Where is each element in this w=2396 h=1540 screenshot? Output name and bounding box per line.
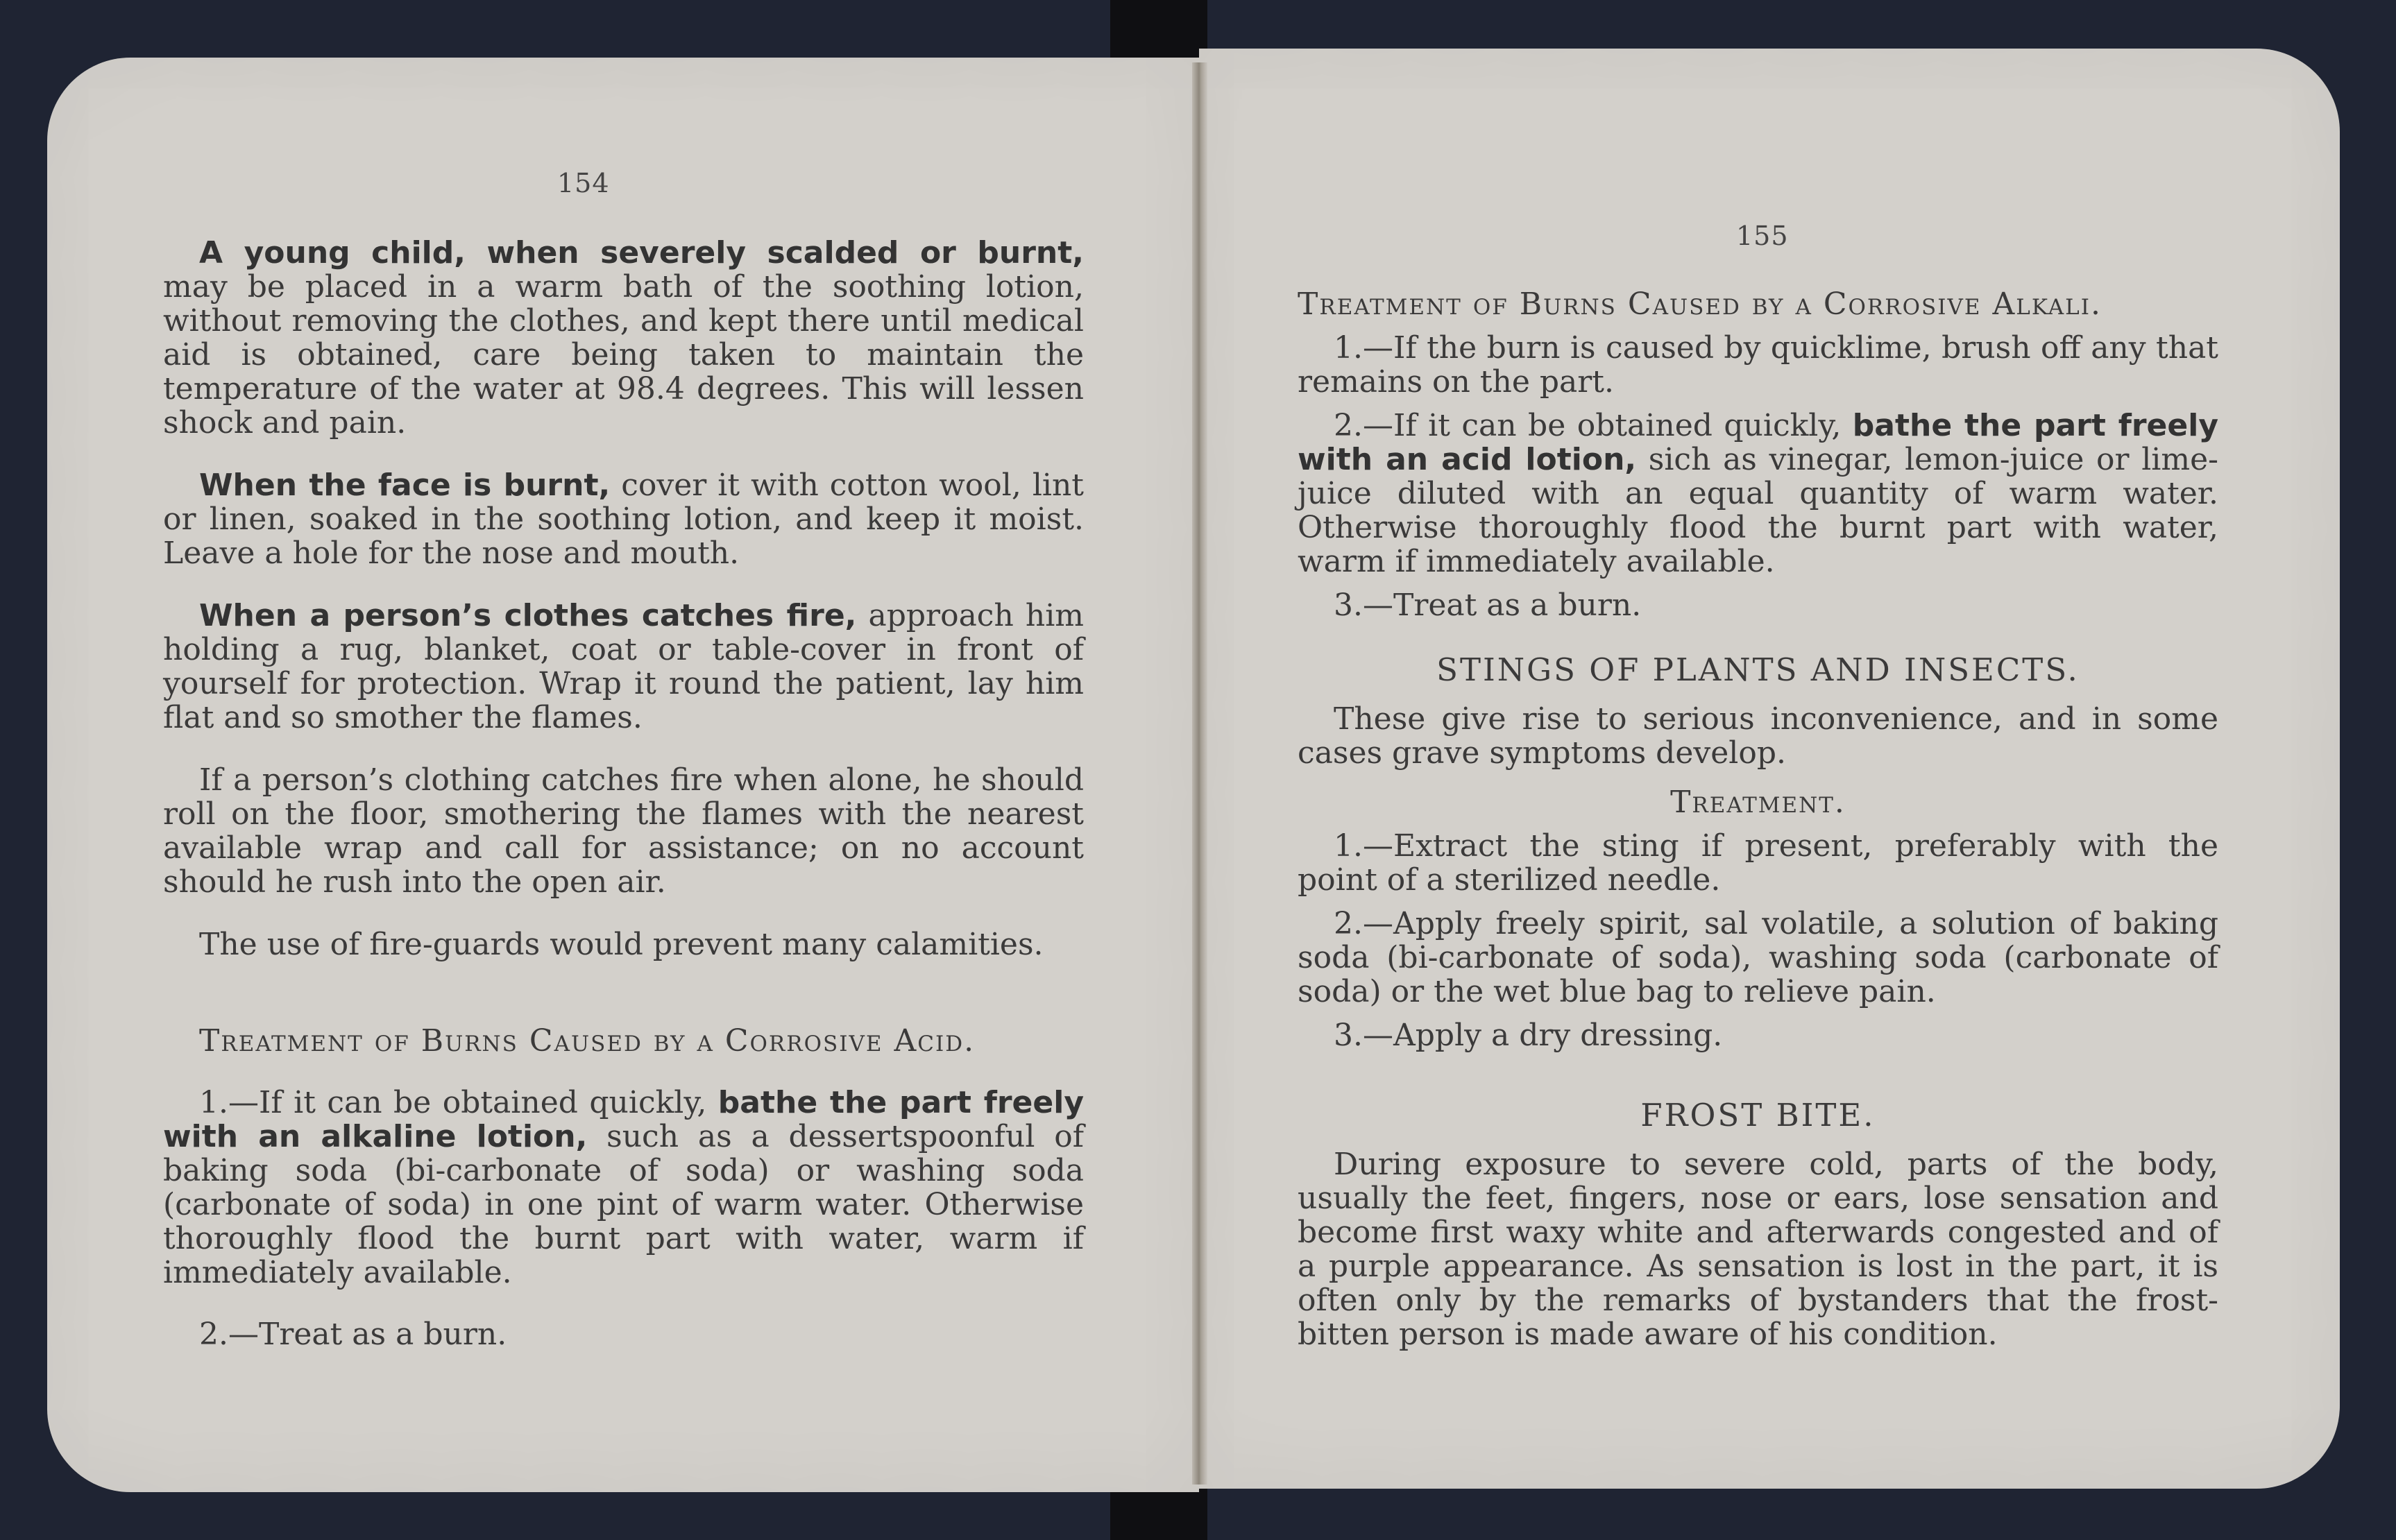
left-page-body xyxy=(163,236,1084,1351)
stings-intro: These give rise to serious inconvenience, and in some cases grave symptoms develop. xyxy=(1298,701,2218,771)
right-page-body xyxy=(1298,287,2218,1351)
alkali-step-2 xyxy=(1298,409,2218,579)
stings-heading: STINGS OF PLANTS AND INSECTS. xyxy=(1436,651,2080,688)
stings-step-2: 2.—Apply freely spirit, sal volatile, a solution of baking soda (bi-carbonate of soda), washing soda (carbonate of soda) or the wet blue bag to relieve pain. xyxy=(1298,906,2218,1009)
acid-step-1 xyxy=(163,1086,1084,1290)
paragraph-text: cover it with cotton wool, lint or linen, soaked in the soothing lotion, and keep it moist. Leave a hole for the nose and mouth. xyxy=(163,468,1084,571)
paragraph-fire-guards: The use of fire-guards would prevent many calamities. xyxy=(199,927,1044,962)
bold-lead: When a person’s clothes catches fire, xyxy=(199,598,857,633)
alkali-treatment-heading: Treatment of Burns Caused by a Corrosive Alkali. xyxy=(1298,286,2102,322)
bold-lead: A young child, when severely scalded or burnt, xyxy=(199,235,1084,271)
acid-step-2: 2.—Treat as a burn. xyxy=(199,1317,507,1352)
step-prefix: 1.—If it can be obtained quickly, xyxy=(199,1085,718,1120)
left-page-number: 154 xyxy=(557,168,610,198)
bold-instruction: bathe the part freely with an acid lotion, xyxy=(1298,408,2219,477)
paragraph-scalded-child xyxy=(163,236,1084,440)
right-page-number: 155 xyxy=(1736,221,1789,251)
alkali-step-1: 1.—If the burn is caused by quicklime, brush off any that remains on the part. xyxy=(1298,330,2218,400)
step-prefix: 2.—If it can be obtained quickly, xyxy=(1334,408,1853,443)
paragraph-clothes-fire xyxy=(163,599,1084,735)
stings-treatment-heading: Treatment. xyxy=(1670,785,1846,820)
step-text: such as a dessertspoonful of baking soda (bi-carbonate of soda) or washing soda (carbonate of soda) in one pint of warm water. Otherwise thoroughly flood the burnt part with water, warm if immediately available. xyxy=(163,1119,1085,1290)
paragraph-alone-fire: If a person’s clothing catches fire when alone, he should roll on the floor, smothering the flames with the nearest available wrap and call for assistance; on no account should he rush into the open air. xyxy=(163,762,1084,900)
paragraph-text: may be placed in a warm bath of the soothing lotion, without removing the clothes, and kept there until medical aid is obtained, care being taken to maintain the temperature of the water at 98.4 degrees. This will lessen shock and pain. xyxy=(163,269,1084,440)
paragraph-text: approach him holding a rug, blanket, coat or table-cover in front of yourself for protection. Wrap it round the patient, lay him flat and so smother the flames. xyxy=(163,598,1084,735)
frost-bite-heading: FROST BITE. xyxy=(1640,1097,1876,1133)
acid-treatment-heading: Treatment of Burns Caused by a Corrosive Acid. xyxy=(199,1023,976,1059)
book-gutter xyxy=(1192,62,1207,1485)
alkali-step-3: 3.—Treat as a burn. xyxy=(1334,588,1642,623)
bold-lead: When the face is burnt, xyxy=(199,468,611,503)
frost-bite-text: During exposure to severe cold, parts of the body, usually the feet, fingers, nose or ears, lose sensation and become first waxy white and afterwards congested and of a purple appearance. As sensation is lost in the part, it is often only by the remarks of bystanders that the frost-bitten person is made aware of his condition. xyxy=(1298,1147,2218,1352)
stings-step-3: 3.—Apply a dry dressing. xyxy=(1334,1018,1723,1053)
step-text: sich as vinegar, lemon-juice or lime-juice diluted with an equal quantity of warm water. Otherwise thoroughly flood the burnt part with water, warm if immediately available. xyxy=(1298,442,2218,579)
bold-instruction: bathe the part freely with an alkaline lotion, xyxy=(163,1085,1085,1154)
paragraph-face-burnt xyxy=(163,468,1084,570)
stings-step-1: 1.—Extract the sting if present, preferably with the point of a sterilized needle. xyxy=(1298,828,2218,898)
